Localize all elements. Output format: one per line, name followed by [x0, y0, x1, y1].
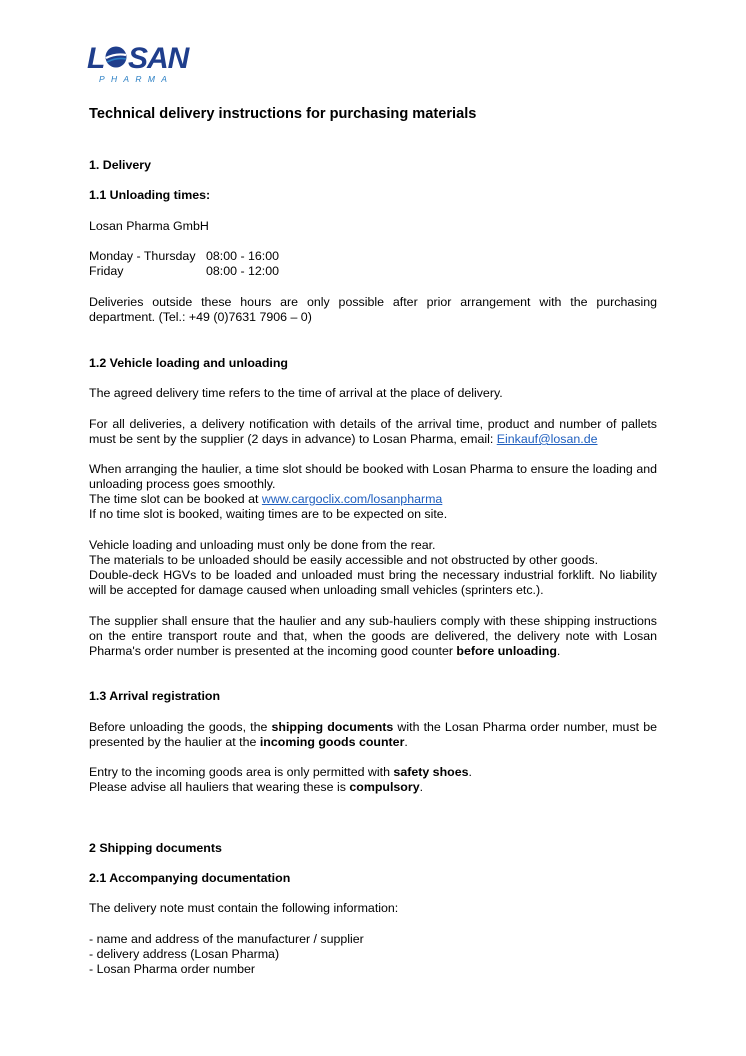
paragraph-outside-hours: Deliveries outside these hours are only possible after prior arrangement with the purchasing department. (Tel.: +49 (0)7631 7906 – 0)	[89, 295, 657, 324]
haulier-line: When arranging the haulier, a time slot should be booked with Losan Pharma to ensure the loading and unloading process goes smoothly.	[89, 462, 657, 491]
paragraph-agreed-time: The agreed delivery time refers to the time of arrival at the place of delivery.	[89, 386, 503, 400]
email-link[interactable]: Einkauf@losan.de	[496, 432, 598, 446]
paragraph-notification: For all deliveries, a delivery notification with details of the arrival time, product and number of pallets must be sent by the supplier (2 days in advance) to Losan Pharma, email: Einkauf@losan.de	[89, 417, 657, 446]
rear-line: Double-deck HGVs to be loaded and unloaded must bring the necessary industrial forklift. No liability will be accepted for damage caused when unloading small vehicles (sprinters etc.).	[89, 568, 657, 597]
opening-hours	[89, 249, 657, 279]
rear-line: The materials to be unloaded should be easily accessible and not obstructed by other goods.	[89, 553, 599, 567]
subsection-heading-arrival-registration: 1.3 Arrival registration	[89, 689, 221, 703]
hours-row	[89, 249, 657, 264]
losan-pharma-logo	[87, 42, 199, 84]
hours-day: Monday - Thursday	[89, 249, 196, 263]
section-heading-delivery: 1. Delivery	[89, 158, 151, 172]
booking-link[interactable]: www.cargoclix.com/losanpharma	[261, 492, 443, 506]
safety-line: Entry to the incoming goods area is only permitted with safety shoes.	[89, 765, 472, 779]
subsection-heading-vehicle-loading: 1.2 Vehicle loading and unloading	[89, 356, 288, 370]
page-title: Technical delivery instructions for purchasing materials	[89, 106, 477, 122]
safety-line: Please advise all hauliers that wearing these is compulsory.	[89, 780, 424, 794]
svg-text:L: L	[87, 42, 105, 75]
hours-time: 08:00 - 16:00	[206, 249, 280, 263]
hours-time: 08:00 - 12:00	[206, 264, 280, 278]
company-name: Losan Pharma GmbH	[89, 219, 209, 233]
subsection-heading-accompanying-docs: 2.1 Accompanying documentation	[89, 871, 291, 885]
paragraph-haulier	[89, 462, 657, 522]
rear-line: Vehicle loading and unloading must only be done from the rear.	[89, 538, 436, 552]
subsection-heading-unloading-times: 1.1 Unloading times:	[89, 188, 211, 202]
svg-text:SAN: SAN	[128, 42, 189, 75]
paragraph-safety	[89, 765, 657, 795]
logo-subtitle: PHARMA	[99, 74, 174, 84]
list-item: - Losan Pharma order number	[89, 962, 255, 976]
list-item: - delivery address (Losan Pharma)	[89, 947, 280, 961]
hours-row	[89, 264, 657, 279]
paragraph-delivery-note-intro: The delivery note must contain the following information:	[89, 901, 399, 915]
hours-day: Friday	[89, 264, 124, 278]
section-heading-shipping-documents: 2 Shipping documents	[89, 841, 222, 855]
paragraph-supplier: The supplier shall ensure that the haulier and any sub-hauliers comply with these shipping instructions on the entire transport route and that, when the goods are delivered, the delivery note with Losan Pharma's order number is presented at the incoming good counter before unloading.	[89, 614, 657, 658]
haulier-line: The time slot can be booked at	[89, 492, 262, 506]
paragraph-rear-loading	[89, 538, 657, 598]
paragraph-registration: Before unloading the goods, the shipping documents with the Losan Pharma order number, must be presented by the haulier at the incoming goods counter.	[89, 720, 657, 749]
haulier-line: If no time slot is booked, waiting times are to be expected on site.	[89, 507, 448, 521]
list-item: - name and address of the manufacturer / supplier	[89, 932, 364, 946]
delivery-note-list	[89, 932, 657, 977]
